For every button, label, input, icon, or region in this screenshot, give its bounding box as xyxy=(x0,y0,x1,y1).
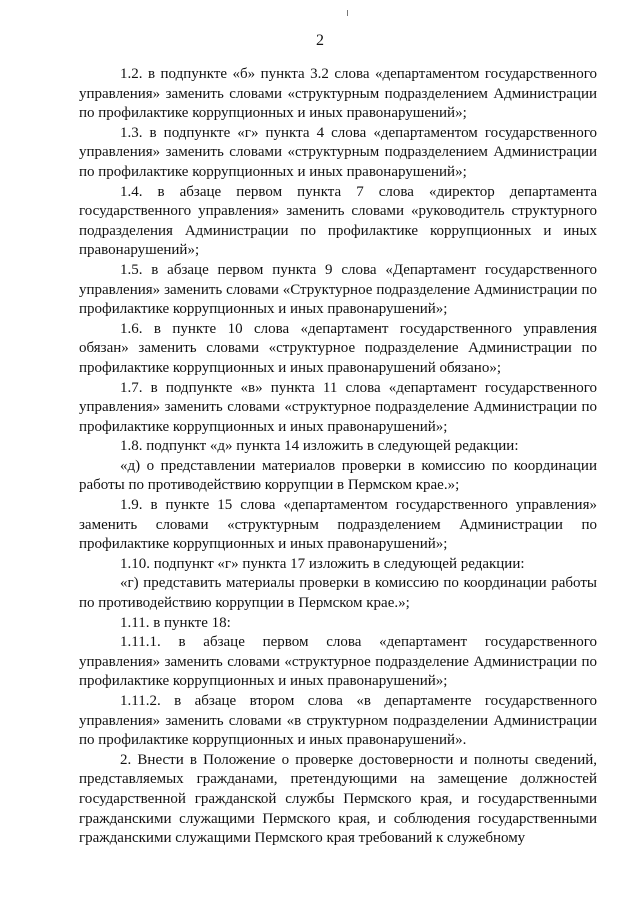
paragraph-1-4: 1.4. в абзаце первом пункта 7 слова «директор департамента государственного управления» заменить словами «руководитель структурного подразделения Администрации по профилактике коррупционных и иных правонарушений»; xyxy=(79,183,597,259)
page-number: 2 xyxy=(316,32,324,49)
paragraph-1-2: 1.2. в подпункте «б» пункта 3.2 слова «департаментом государственного управления» заменить словами «структурным подразделением Администрации по профилактике коррупционных и иных правонарушений»; xyxy=(79,66,597,122)
paragraph-1-8: 1.8. подпункт «д» пункта 14 изложить в следующей редакции: xyxy=(120,438,519,455)
paragraph-1-11-2: 1.11.2. в абзаце втором слова «в департаменте государственного управления» заменить словами «в структурном подразделении Администрации по профилактике коррупционных и иных правонарушений». xyxy=(79,693,597,749)
paragraph-1-10-quote: «г) представить материалы проверки в комиссию по координации работы по противодействию коррупции в Пермском крае.»; xyxy=(79,575,597,612)
document-body xyxy=(79,65,597,849)
paragraph-1-11-1: 1.11.1. в абзаце первом слова «департамент государственного управления» заменить словами «структурное подразделение Администрации по профилактике коррупционных и иных правонарушений»; xyxy=(79,634,597,690)
paragraph-1-8-quote: «д) о представлении материалов проверки в комиссию по координации работы по противодействию коррупции в Пермском крае.»; xyxy=(79,457,597,494)
paragraph-1-10: 1.10. подпункт «г» пункта 17 изложить в следующей редакции: xyxy=(120,555,525,572)
paragraph-1-7: 1.7. в подпункте «в» пункта 11 слова «департамент государственного управления» заменить словами «структурное подразделение Администрации по профилактике коррупционных и иных правонарушений»; xyxy=(79,379,597,435)
paragraph-1-3: 1.3. в подпункте «г» пункта 4 слова «департаментом государственного управления» заменить словами «структурным подразделением Администрации по профилактике коррупционных и иных правонарушений»; xyxy=(79,124,597,180)
paragraph-1-11: 1.11. в пункте 18: xyxy=(120,614,231,631)
paragraph-2: 2. Внести в Положение о проверке достоверности и полноты сведений, представляемых гражданами, претендующими на замещение должностей государственной гражданской службы Пермского края, и государственными гражданскими служащими Пермского края, и соблюдения государственными гражданскими служащими Пермского края требований к служебному xyxy=(79,751,597,847)
paragraph-1-6: 1.6. в пункте 10 слова «департамент государственного управления обязан» заменить словами «структурное подразделение Администрации по профилактике коррупционных и иных правонарушений обязано»; xyxy=(79,320,597,376)
paragraph-1-5: 1.5. в абзаце первом пункта 9 слова «Департамент государственного управления» заменить словами «Структурное подразделение Администрации по профилактике коррупционных и иных правонарушений»; xyxy=(79,261,597,318)
paragraph-1-9: 1.9. в пункте 15 слова «департаментом государственного управления» заменить словами «структурным подразделением Администрации по профилактике коррупционных и иных правонарушений»; xyxy=(79,497,597,553)
scan-artifact-mark xyxy=(347,10,348,16)
